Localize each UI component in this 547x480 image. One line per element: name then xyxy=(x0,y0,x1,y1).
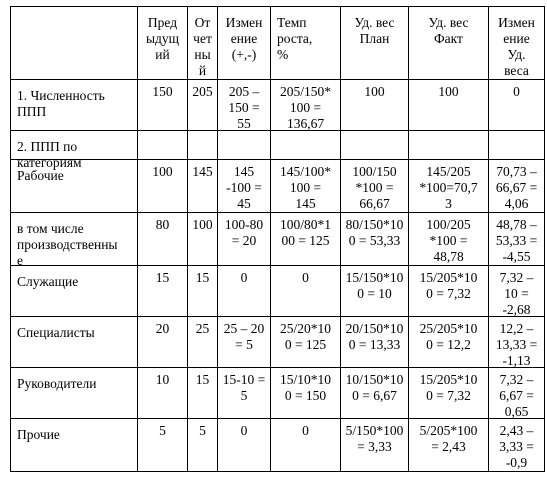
cell-share-fact: 100/205 *100 = 48,78 xyxy=(426,217,471,264)
cell-share-change: 70,73 – 66,67 = 4,06 xyxy=(495,164,538,211)
cell-growth: 145/100* 100 = 145 xyxy=(279,164,331,211)
header-share-fact: Уд. вес Факт xyxy=(428,15,469,46)
cell-report: 5 xyxy=(199,423,206,438)
cell-prev: 5 xyxy=(159,423,166,438)
cell-prev: 80 xyxy=(155,217,170,232)
cell-prev: 10 xyxy=(155,372,170,387)
row-label: Руководители xyxy=(17,376,97,391)
cell-report: 205 xyxy=(192,84,213,99)
table-row xyxy=(11,131,545,160)
cell-report: 145 xyxy=(192,164,213,179)
cell-growth: 100/80*1 00 = 125 xyxy=(279,217,331,248)
cell-change xyxy=(218,131,270,159)
cell-share-fact: 5/205*100 = 2,43 xyxy=(419,423,478,454)
cell-change: 100-80 = 20 xyxy=(224,217,264,248)
cell-growth: 0 xyxy=(302,270,309,285)
cell-share-fact xyxy=(409,131,488,159)
cell-share-fact: 25/205*10 0 = 12,2 xyxy=(419,321,478,352)
cell-prev: 15 xyxy=(155,270,170,285)
row-label: Прочие xyxy=(17,427,60,442)
row-label: 2. ППП по категориям xyxy=(17,139,82,170)
cell-share-plan: 100 xyxy=(364,84,385,99)
row-label: в том числе производственны е xyxy=(17,221,118,268)
cell-share-plan: 10/150*10 0 = 6,67 xyxy=(345,372,404,403)
cell-growth xyxy=(271,131,340,159)
cell-share-change: 2,43 – 3,33 = -0,9 xyxy=(499,423,534,470)
row-label: Служащие xyxy=(17,274,79,289)
row-label: Рабочие xyxy=(17,168,64,183)
cell-change: 25 – 20 = 5 xyxy=(223,321,265,352)
cell-prev: 150 xyxy=(152,84,173,99)
cell-report: 15 xyxy=(195,270,210,285)
cell-share-plan xyxy=(341,131,408,159)
cell-share-plan: 20/150*10 0 = 13,33 xyxy=(345,321,404,352)
table-row xyxy=(11,419,545,472)
cell-share-change: 48,78 – 53,33 = -4,55 xyxy=(495,217,538,264)
table-row xyxy=(11,160,545,213)
table-row xyxy=(11,317,545,368)
table-row xyxy=(11,80,545,131)
cell-share-plan: 5/150*100 = 3,33 xyxy=(345,423,404,454)
cell-change: 15-10 = 5 xyxy=(222,372,266,403)
cell-share-fact: 15/205*10 0 = 7,32 xyxy=(419,270,478,301)
cell-growth: 205/150* 100 = 136,67 xyxy=(279,84,331,131)
cell-growth: 0 xyxy=(302,423,309,438)
cell-share-fact: 100 xyxy=(438,84,459,99)
cell-share-change: 12,2 – 13,33 = -1,13 xyxy=(495,321,538,368)
header-share-plan: Уд. вес План xyxy=(354,15,395,46)
cell-change: 0 xyxy=(240,270,248,285)
cell-report: 15 xyxy=(195,372,210,387)
cell-share-change: 7,32 – 6,67 = 0,65 xyxy=(499,372,534,419)
cell-report xyxy=(188,131,217,159)
cell-growth: 25/20*10 0 = 125 xyxy=(279,321,331,352)
cell-change: 0 xyxy=(240,423,248,438)
cell-report: 100 xyxy=(192,217,213,232)
cell-share-fact: 145/205 *100=70,7 3 xyxy=(419,164,478,211)
cell-prev: 20 xyxy=(155,321,170,336)
header-change: Измен ение (+,-) xyxy=(225,15,263,62)
row-label: 1. Численность ППП xyxy=(17,88,105,119)
cell-change: 205 – 150 = 55 xyxy=(228,84,260,131)
cell-share-plan: 15/150*10 0 = 10 xyxy=(345,270,404,301)
cell-share-change: 0 xyxy=(513,84,520,99)
cell-share-change xyxy=(489,131,544,159)
header-report: От чет ны й xyxy=(193,15,212,78)
cell-share-change: 7,32 – 10 = -2,68 xyxy=(499,270,534,317)
cell-prev: 100 xyxy=(152,164,173,179)
cell-share-plan: 80/150*10 0 = 53,33 xyxy=(345,217,404,248)
row-label: Специалисты xyxy=(17,325,95,340)
cell-prev xyxy=(138,131,187,159)
cell-report: 25 xyxy=(195,321,210,336)
table-row xyxy=(11,266,545,317)
cell-change: 145 -100 = 45 xyxy=(226,164,262,211)
table-row xyxy=(11,213,545,266)
cell-growth: 15/10*10 0 = 150 xyxy=(279,372,331,403)
cell-share-plan: 100/150 *100 = 66,67 xyxy=(352,164,397,211)
header-share-change: Измен ение Уд. веса xyxy=(498,15,535,78)
cell-share-fact: 15/205*10 0 = 7,32 xyxy=(419,372,478,403)
header-row xyxy=(11,7,545,80)
header-growth: Темп роста, % xyxy=(277,15,313,62)
personnel-table xyxy=(10,6,545,472)
table-row xyxy=(11,368,545,419)
header-label xyxy=(11,7,137,79)
header-prev: Пред ыдущ ий xyxy=(145,15,180,62)
